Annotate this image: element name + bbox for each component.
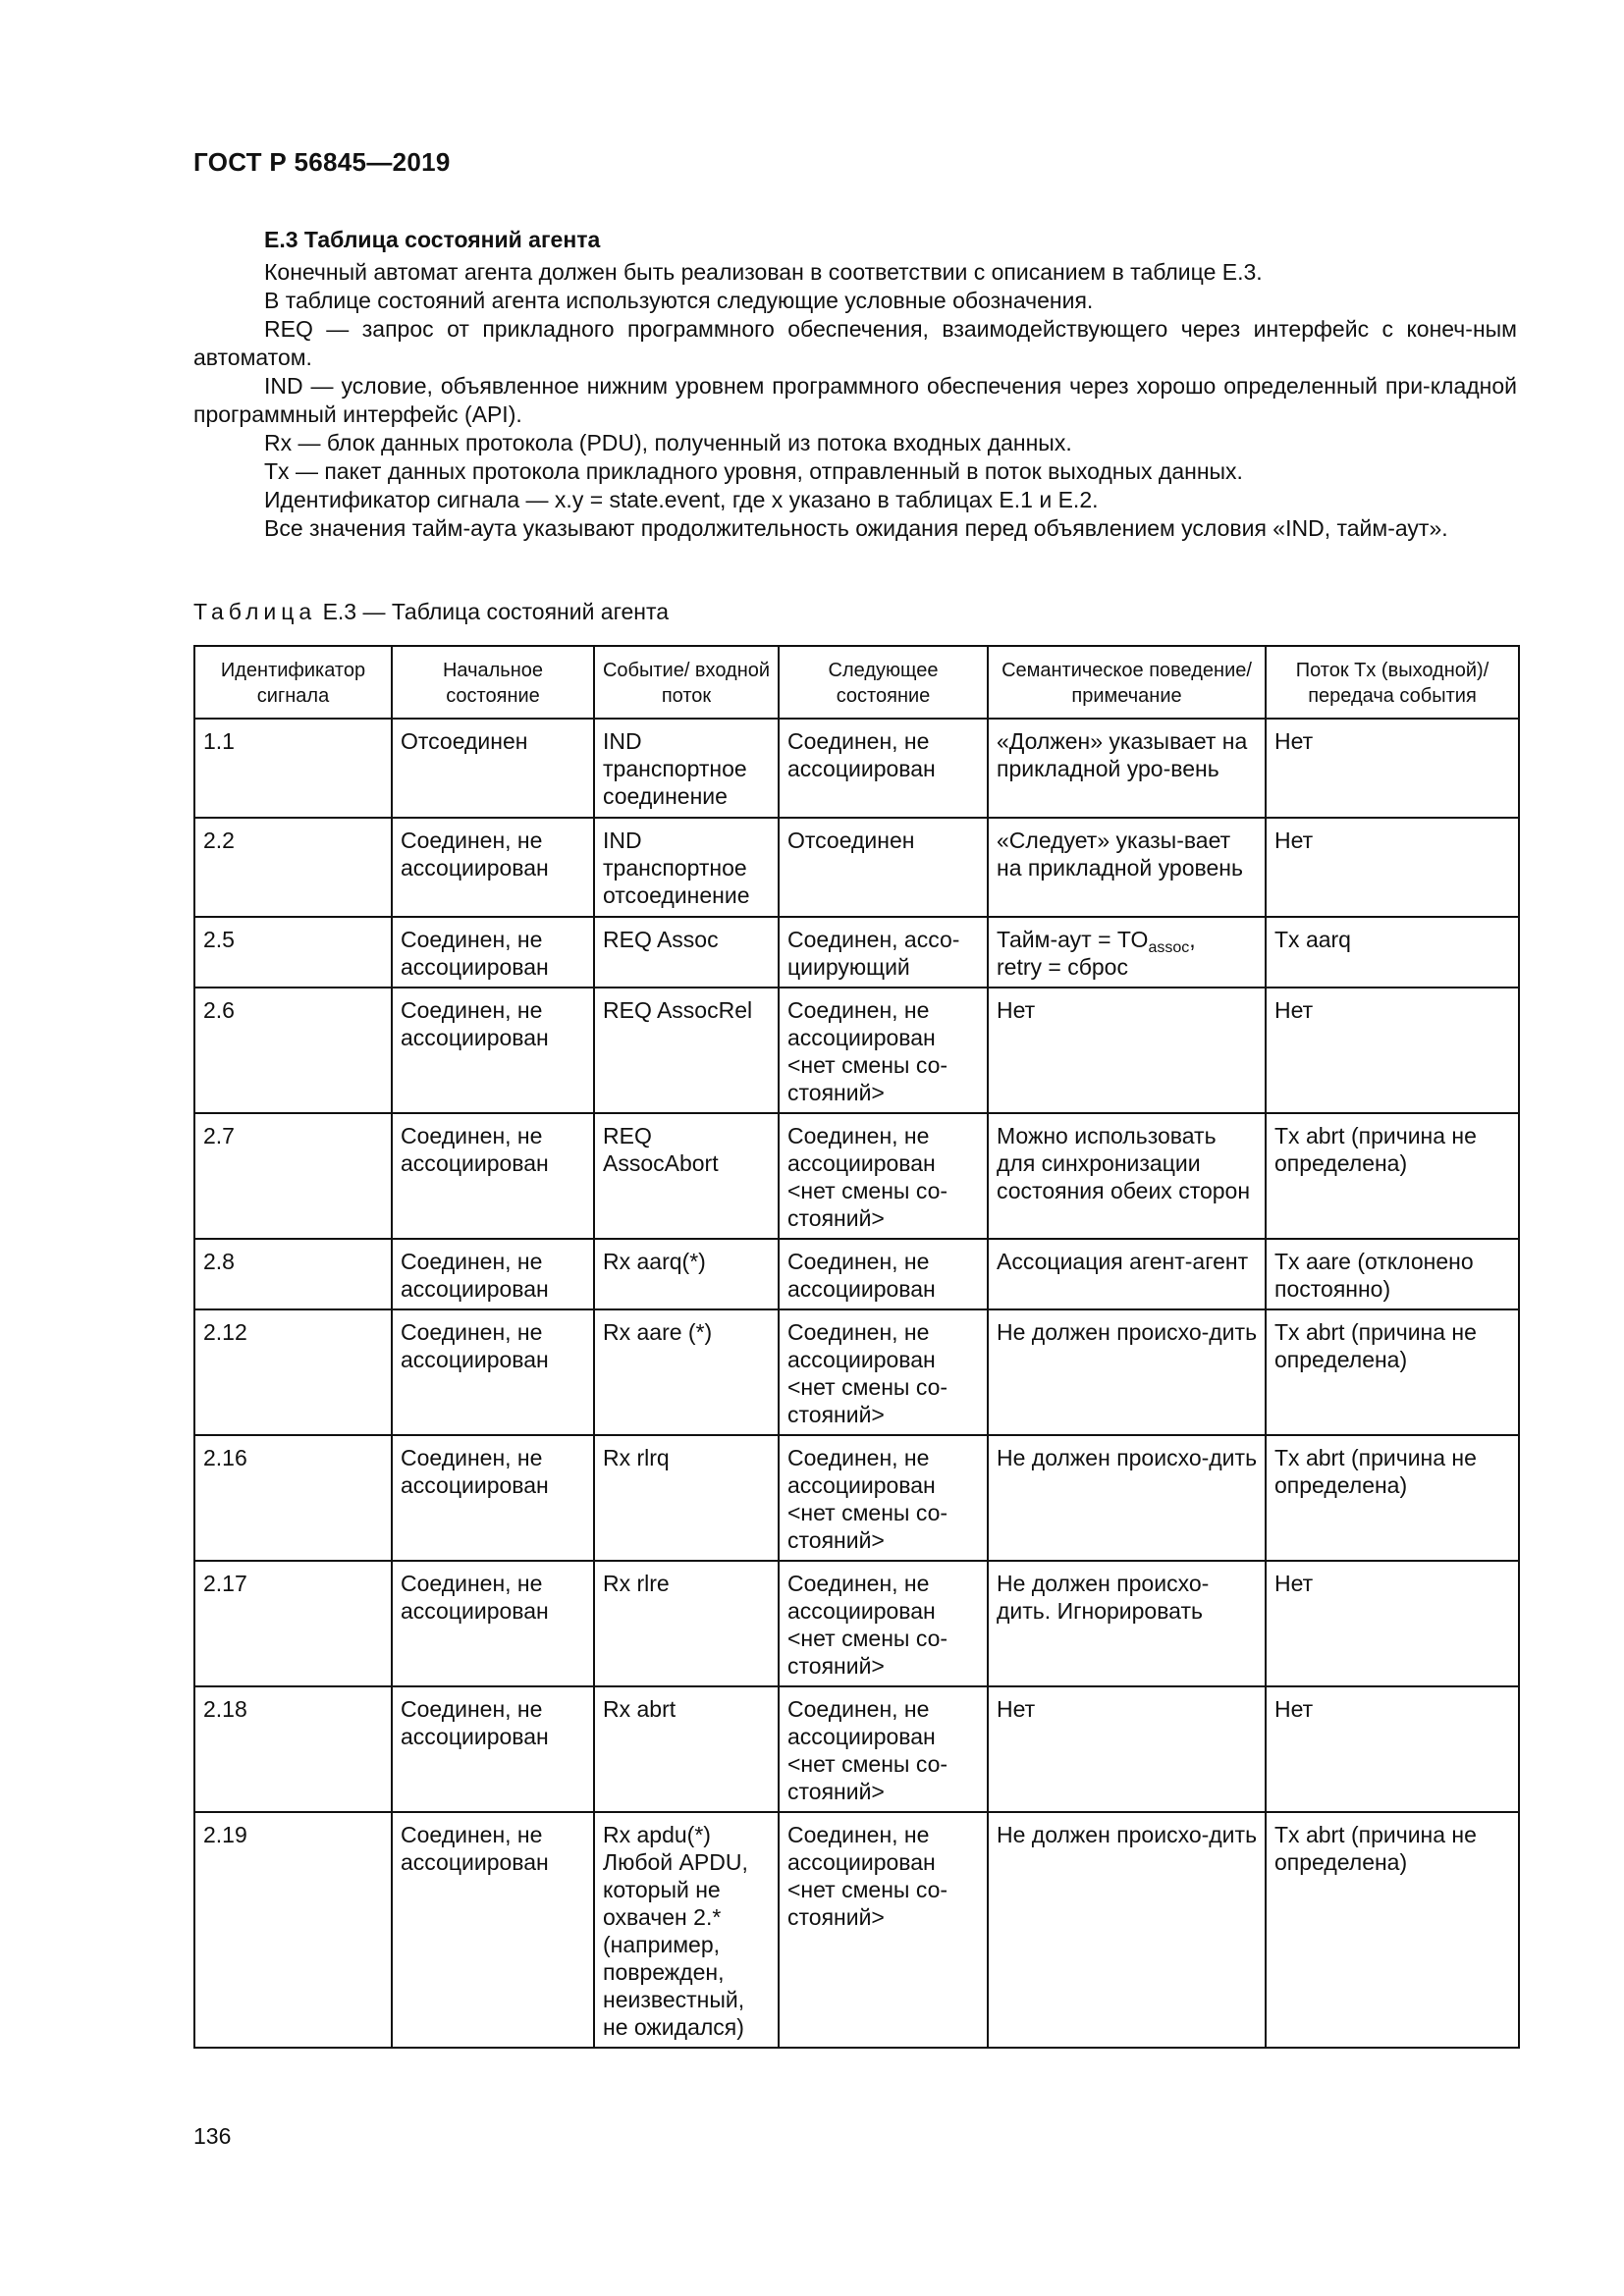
timeout-note-part: retry = сброс [997, 954, 1128, 980]
header-initial-state: Начальное состояние [392, 646, 594, 719]
cell-next-state: Соединен, не ассоциирован [779, 719, 988, 818]
cell-event: REQ AssocAbort [594, 1113, 779, 1239]
cell-semantics: Не должен происхо-дить. Игнорировать [988, 1561, 1266, 1686]
cell-event: REQ Assoc [594, 917, 779, 988]
table-row [194, 1435, 1519, 1561]
header-signal-id: Идентификатор сигнала [194, 646, 392, 719]
cell-semantics: Нет [988, 1686, 1266, 1812]
cell-signal-id: 2.17 [194, 1561, 392, 1686]
section-title: Е.3 Таблица состояний агента [264, 227, 601, 252]
cell-next-state: Соединен, не ассоциирован <нет смены со-стояний> [779, 1435, 988, 1561]
cell-event: Rx aare (*) [594, 1309, 779, 1435]
table-row [194, 917, 1519, 988]
paragraph: Идентификатор сигнала — x.y = state.event, где x указано в таблицах Е.1 и Е.2. [264, 487, 1099, 512]
cell-initial-state: Соединен, не ассоциирован [392, 1113, 594, 1239]
table-caption-text: Е.3 — Таблица состояний агента [316, 599, 670, 624]
section-body [193, 226, 1517, 543]
cell-signal-id: 2.12 [194, 1309, 392, 1435]
cell-signal-id: 2.8 [194, 1239, 392, 1309]
cell-next-state: Соединен, не ассоциирован <нет смены со-стояний> [779, 1309, 988, 1435]
timeout-note-part: , [1189, 927, 1196, 952]
timeout-note-part: assoc [1148, 939, 1190, 956]
cell-tx-stream: Tx abrt (причина не определена) [1266, 1812, 1519, 2048]
cell-initial-state: Соединен, не ассоциирован [392, 1561, 594, 1686]
cell-semantics: Не должен происхо-дить [988, 1812, 1266, 2048]
cell-signal-id: 2.16 [194, 1435, 392, 1561]
cell-event: IND транспортное отсоединение [594, 818, 779, 917]
cell-next-state: Соединен, не ассоциирован <нет смены со-стояний> [779, 1686, 988, 1812]
cell-event: Rx rlre [594, 1561, 779, 1686]
cell-signal-id: 2.6 [194, 988, 392, 1113]
document-header: ГОСТ Р 56845—2019 [193, 147, 451, 177]
agent-state-table [193, 645, 1520, 2049]
cell-semantics: «Должен» указывает на прикладной уро-вень [988, 719, 1266, 818]
cell-event: Rx rlrq [594, 1435, 779, 1561]
cell-tx-stream: Нет [1266, 818, 1519, 917]
cell-initial-state: Соединен, не ассоциирован [392, 818, 594, 917]
cell-event: REQ AssocRel [594, 988, 779, 1113]
table-row [194, 1686, 1519, 1812]
cell-tx-stream: Нет [1266, 1686, 1519, 1812]
cell-next-state: Соединен, не ассоциирован <нет смены со-стояний> [779, 1561, 988, 1686]
cell-event: Rx aarq(*) [594, 1239, 779, 1309]
cell-tx-stream: Tx aarq [1266, 917, 1519, 988]
cell-semantics: Не должен происхо-дить [988, 1309, 1266, 1435]
cell-next-state: Соединен, не ассоциирован <нет смены со-стояний> [779, 988, 988, 1113]
cell-next-state: Соединен, не ассоциирован <нет смены со-стояний> [779, 1812, 988, 2048]
paragraph: IND — условие, объявленное нижним уровнем программного обеспечения через хорошо определенный при-кладной программный интерфейс (API). [193, 373, 1517, 427]
table-row [194, 719, 1519, 818]
cell-initial-state: Соединен, не ассоциирован [392, 917, 594, 988]
table-row [194, 1812, 1519, 2048]
paragraph: Rx — блок данных протокола (PDU), полученный из потока входных данных. [264, 430, 1072, 455]
cell-initial-state: Соединен, не ассоциирован [392, 1309, 594, 1435]
cell-tx-stream: Нет [1266, 1561, 1519, 1686]
header-next-state: Следующее состояние [779, 646, 988, 719]
cell-signal-id: 2.5 [194, 917, 392, 988]
cell-tx-stream: Tx abrt (причина не определена) [1266, 1309, 1519, 1435]
table-caption-label: Таблица [193, 599, 317, 624]
cell-semantics: Ассоциация агент-агент [988, 1239, 1266, 1309]
paragraph: Tx — пакет данных протокола прикладного уровня, отправленный в поток выходных данных. [264, 458, 1243, 484]
table-row [194, 1309, 1519, 1435]
cell-semantics [988, 917, 1266, 988]
table-caption [193, 599, 669, 625]
cell-initial-state: Соединен, не ассоциирован [392, 1435, 594, 1561]
cell-next-state: Соединен, ассо-циирующий [779, 917, 988, 988]
paragraph: Все значения тайм-аута указывают продолжительность ожидания перед объявлением условия «IND, тайм-аут». [264, 515, 1448, 541]
cell-signal-id: 2.19 [194, 1812, 392, 2048]
header-event: Событие/ входной поток [594, 646, 779, 719]
page-number: 136 [193, 2123, 232, 2149]
table-row [194, 1239, 1519, 1309]
cell-initial-state: Соединен, не ассоциирован [392, 1686, 594, 1812]
cell-initial-state: Соединен, не ассоциирован [392, 988, 594, 1113]
cell-semantics: Нет [988, 988, 1266, 1113]
paragraph: Конечный автомат агента должен быть реализован в соответствии с описанием в таблице Е.3. [264, 259, 1263, 285]
cell-event: Rx apdu(*) Любой APDU, который не охвачен 2.* (например, поврежден, неизвестный, не ожидался) [594, 1812, 779, 2048]
table-row [194, 988, 1519, 1113]
table-row [194, 818, 1519, 917]
cell-semantics: Можно использовать для синхронизации состояния обеих сторон [988, 1113, 1266, 1239]
header-semantics: Семантическое поведение/примечание [988, 646, 1266, 719]
cell-tx-stream: Tx abrt (причина не определена) [1266, 1435, 1519, 1561]
cell-initial-state: Отсоединен [392, 719, 594, 818]
cell-event: IND транспортное соединение [594, 719, 779, 818]
cell-tx-stream: Нет [1266, 988, 1519, 1113]
cell-signal-id: 2.7 [194, 1113, 392, 1239]
cell-tx-stream: Tx abrt (причина не определена) [1266, 1113, 1519, 1239]
cell-next-state: Соединен, не ассоциирован <нет смены со-стояний> [779, 1113, 988, 1239]
cell-next-state: Соединен, не ассоциирован [779, 1239, 988, 1309]
cell-tx-stream: Tx aare (отклонено постоянно) [1266, 1239, 1519, 1309]
header-tx-stream: Поток Tx (выходной)/ передача события [1266, 646, 1519, 719]
paragraph: В таблице состояний агента используются следующие условные обозначения. [264, 288, 1094, 313]
cell-semantics: «Следует» указы-вает на прикладной уровень [988, 818, 1266, 917]
table-row [194, 1561, 1519, 1686]
cell-semantics: Не должен происхо-дить [988, 1435, 1266, 1561]
cell-initial-state: Соединен, не ассоциирован [392, 1239, 594, 1309]
cell-initial-state: Соединен, не ассоциирован [392, 1812, 594, 2048]
cell-signal-id: 1.1 [194, 719, 392, 818]
cell-event: Rx abrt [594, 1686, 779, 1812]
cell-next-state: Отсоединен [779, 818, 988, 917]
table-row [194, 1113, 1519, 1239]
cell-signal-id: 2.18 [194, 1686, 392, 1812]
cell-tx-stream: Нет [1266, 719, 1519, 818]
cell-signal-id: 2.2 [194, 818, 392, 917]
paragraph: REQ — запрос от прикладного программного обеспечения, взаимодействующего через интерфейс с конеч-ным автоматом. [193, 316, 1517, 370]
table-header-row [194, 646, 1519, 719]
timeout-note-part: Тайм-аут = TO [997, 927, 1149, 952]
